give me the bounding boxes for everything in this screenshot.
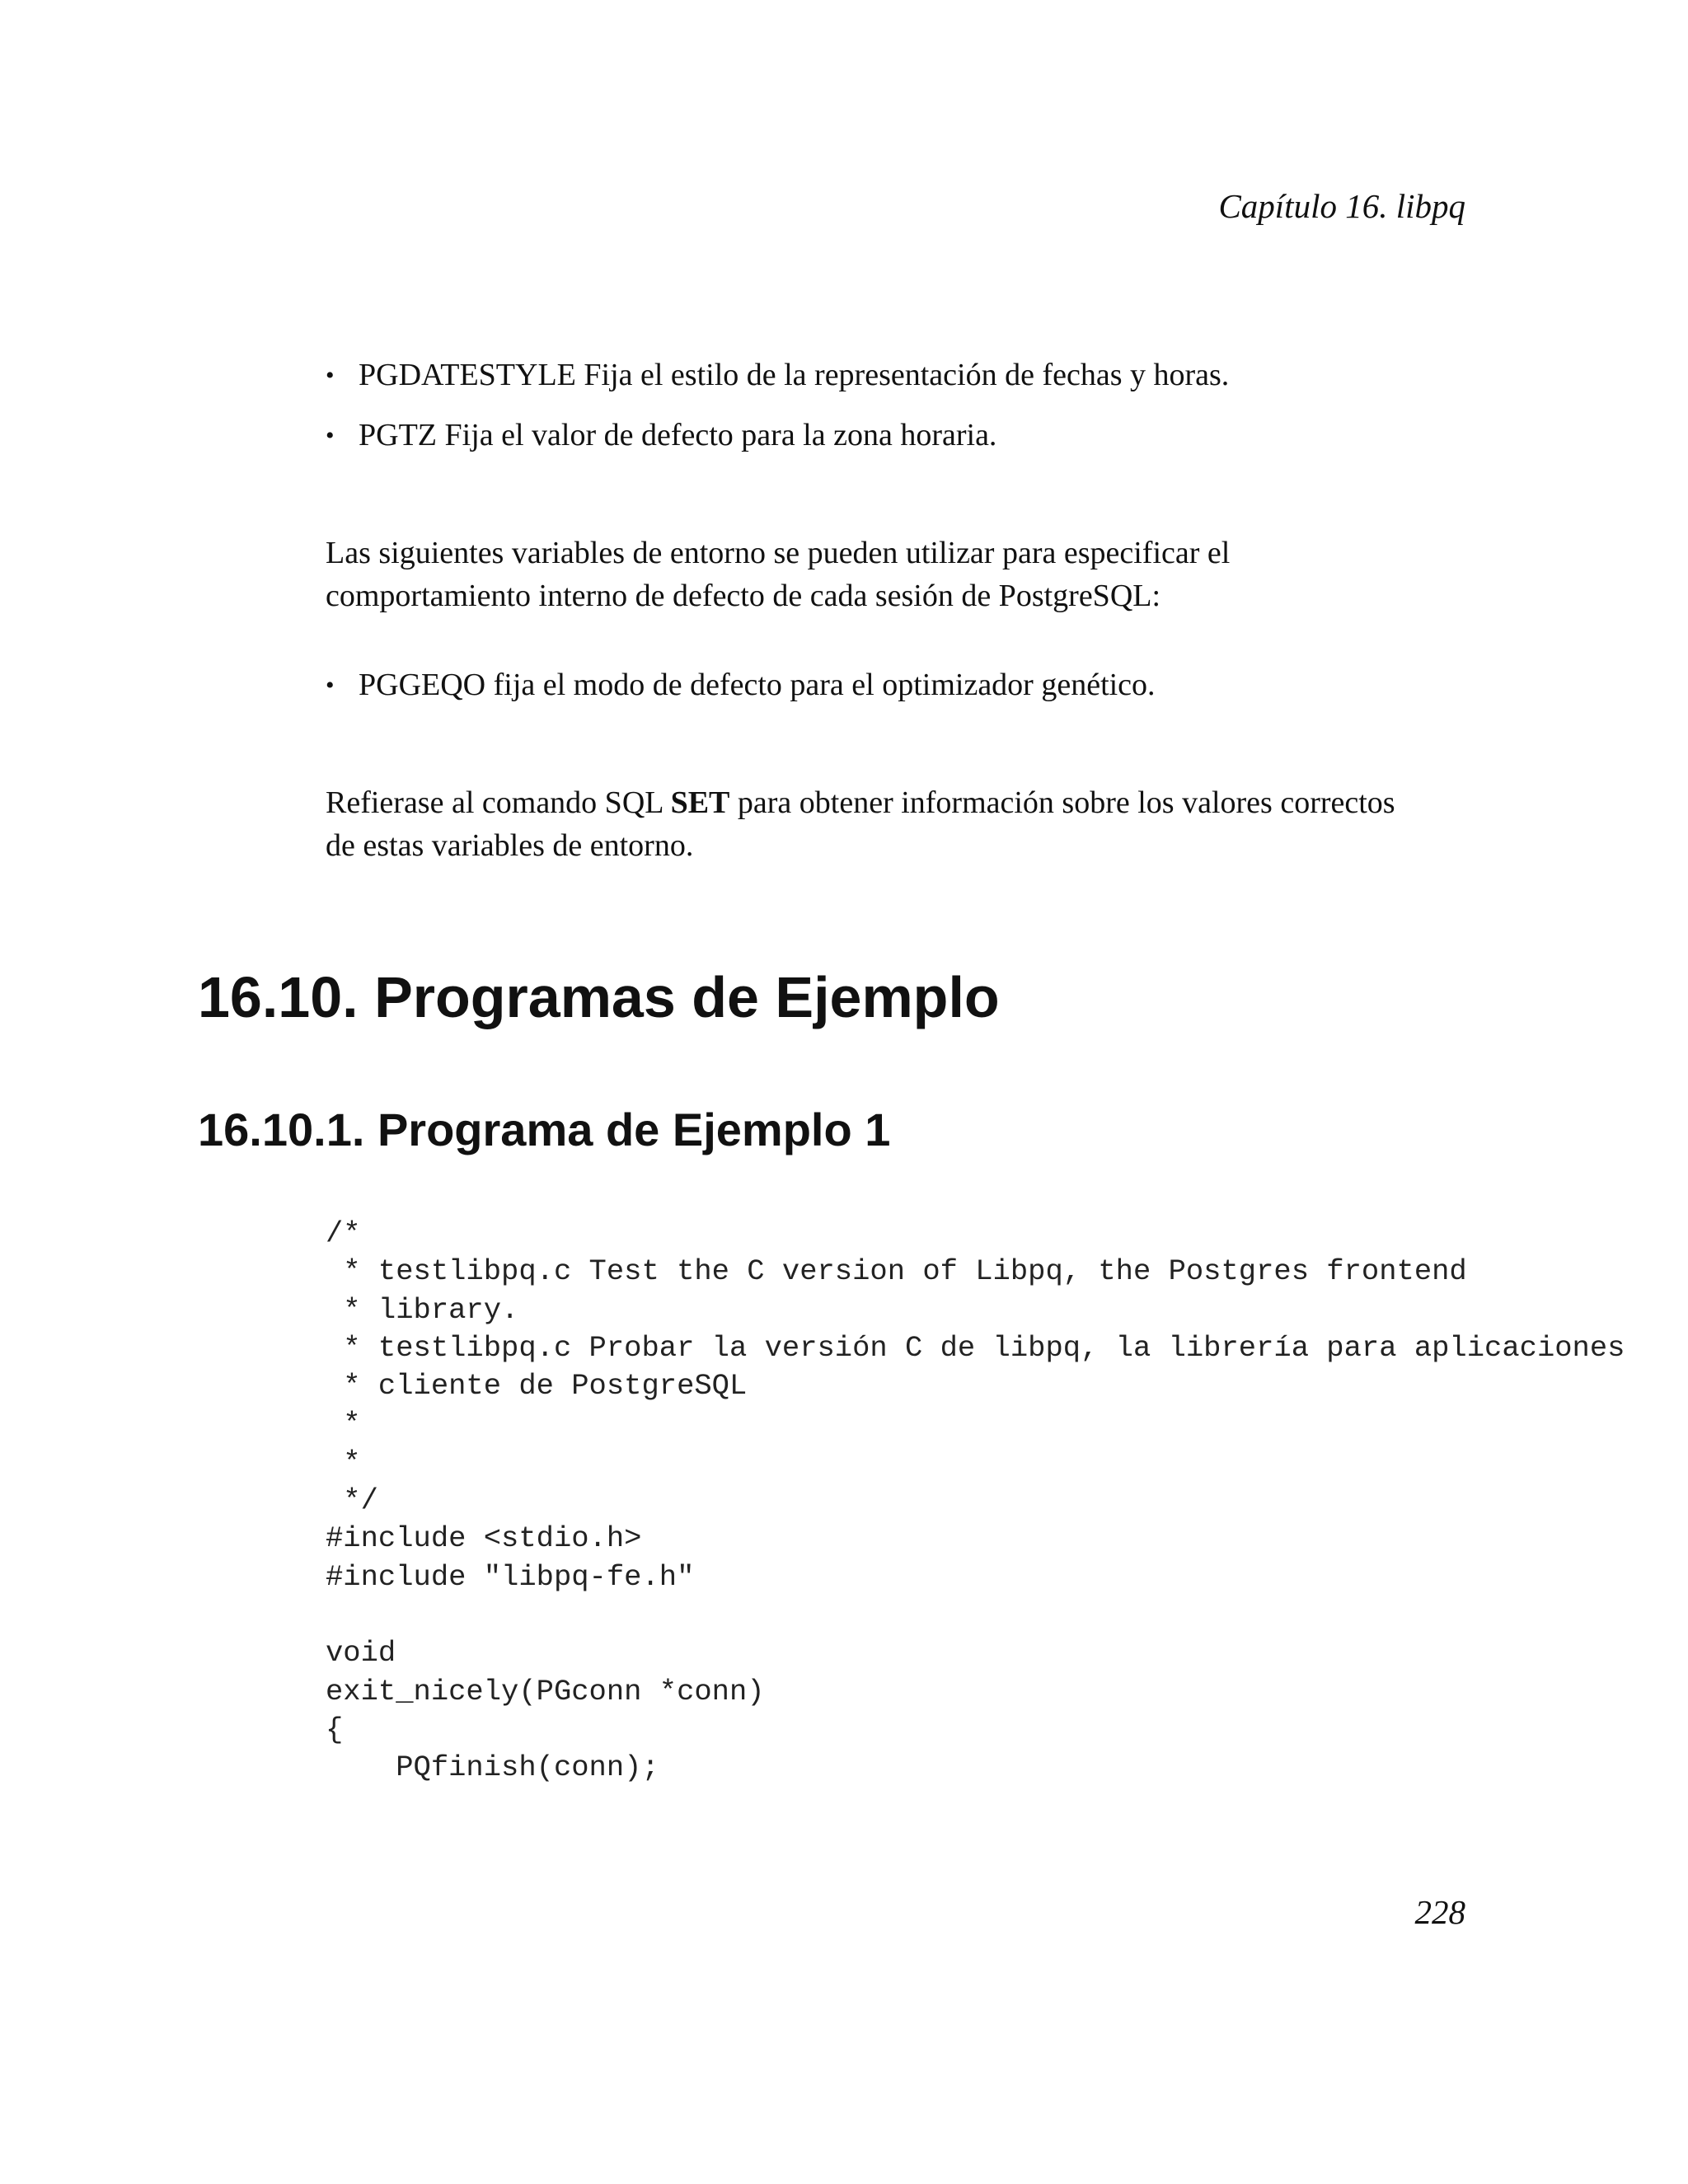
paragraph-text: para obtener información sobre los valores correctos — [729, 785, 1395, 820]
set-reference-paragraph — [326, 781, 1463, 867]
code-line: #include <stdio.h> — [326, 1521, 642, 1556]
code-listing — [326, 1215, 1625, 1787]
list-item: • PGDATESTYLE Fija el estilo de la representación de fechas y horas. — [326, 356, 1229, 396]
code-line: */ — [326, 1483, 378, 1518]
code-line: void — [326, 1636, 396, 1671]
paragraph-text: Refierase al comando SQL — [326, 785, 671, 820]
list-item: • PGTZ Fija el valor de defecto para la zona horaria. — [326, 416, 1229, 456]
env-variable-list-1 — [326, 356, 1229, 476]
env-intro-paragraph — [326, 532, 1463, 617]
paragraph-line: Las siguientes variables de entorno se pueden utilizar para especificar el — [326, 536, 1231, 570]
list-item: • PGGEQO fija el modo de defecto para el optimizador genético. — [326, 666, 1156, 705]
sql-command: SET — [670, 785, 730, 820]
page-number: 228 — [1414, 1893, 1465, 1931]
code-line: exit_nicely(PGconn *conn) — [326, 1674, 765, 1708]
code-line: * cliente de PostgreSQL — [326, 1369, 748, 1404]
code-line: * testlibpq.c Probar la versión C de libpq, la librería para aplicaciones — [326, 1330, 1625, 1365]
code-line: PQfinish(conn); — [326, 1750, 659, 1785]
code-line: /* — [326, 1216, 361, 1250]
section-heading: 16.10. Programas de Ejemplo — [198, 965, 1000, 1029]
code-line: * testlibpq.c Test the C version of Libpq, the Postgres frontend — [326, 1254, 1467, 1289]
running-header: Capítulo 16. libpq — [1218, 187, 1465, 225]
code-line: * library. — [326, 1292, 519, 1327]
subsection-heading: 16.10.1. Programa de Ejemplo 1 — [198, 1104, 891, 1155]
code-line: #include "libpq-fe.h" — [326, 1559, 695, 1594]
code-line: * — [326, 1445, 361, 1479]
code-line: { — [326, 1712, 344, 1746]
paragraph-line: comportamiento interno de defecto de cada sesión de PostgreSQL: — [326, 579, 1161, 613]
env-variable-list-2 — [326, 666, 1156, 726]
paragraph-line: de estas variables de entorno. — [326, 828, 694, 863]
code-line: * — [326, 1407, 361, 1441]
